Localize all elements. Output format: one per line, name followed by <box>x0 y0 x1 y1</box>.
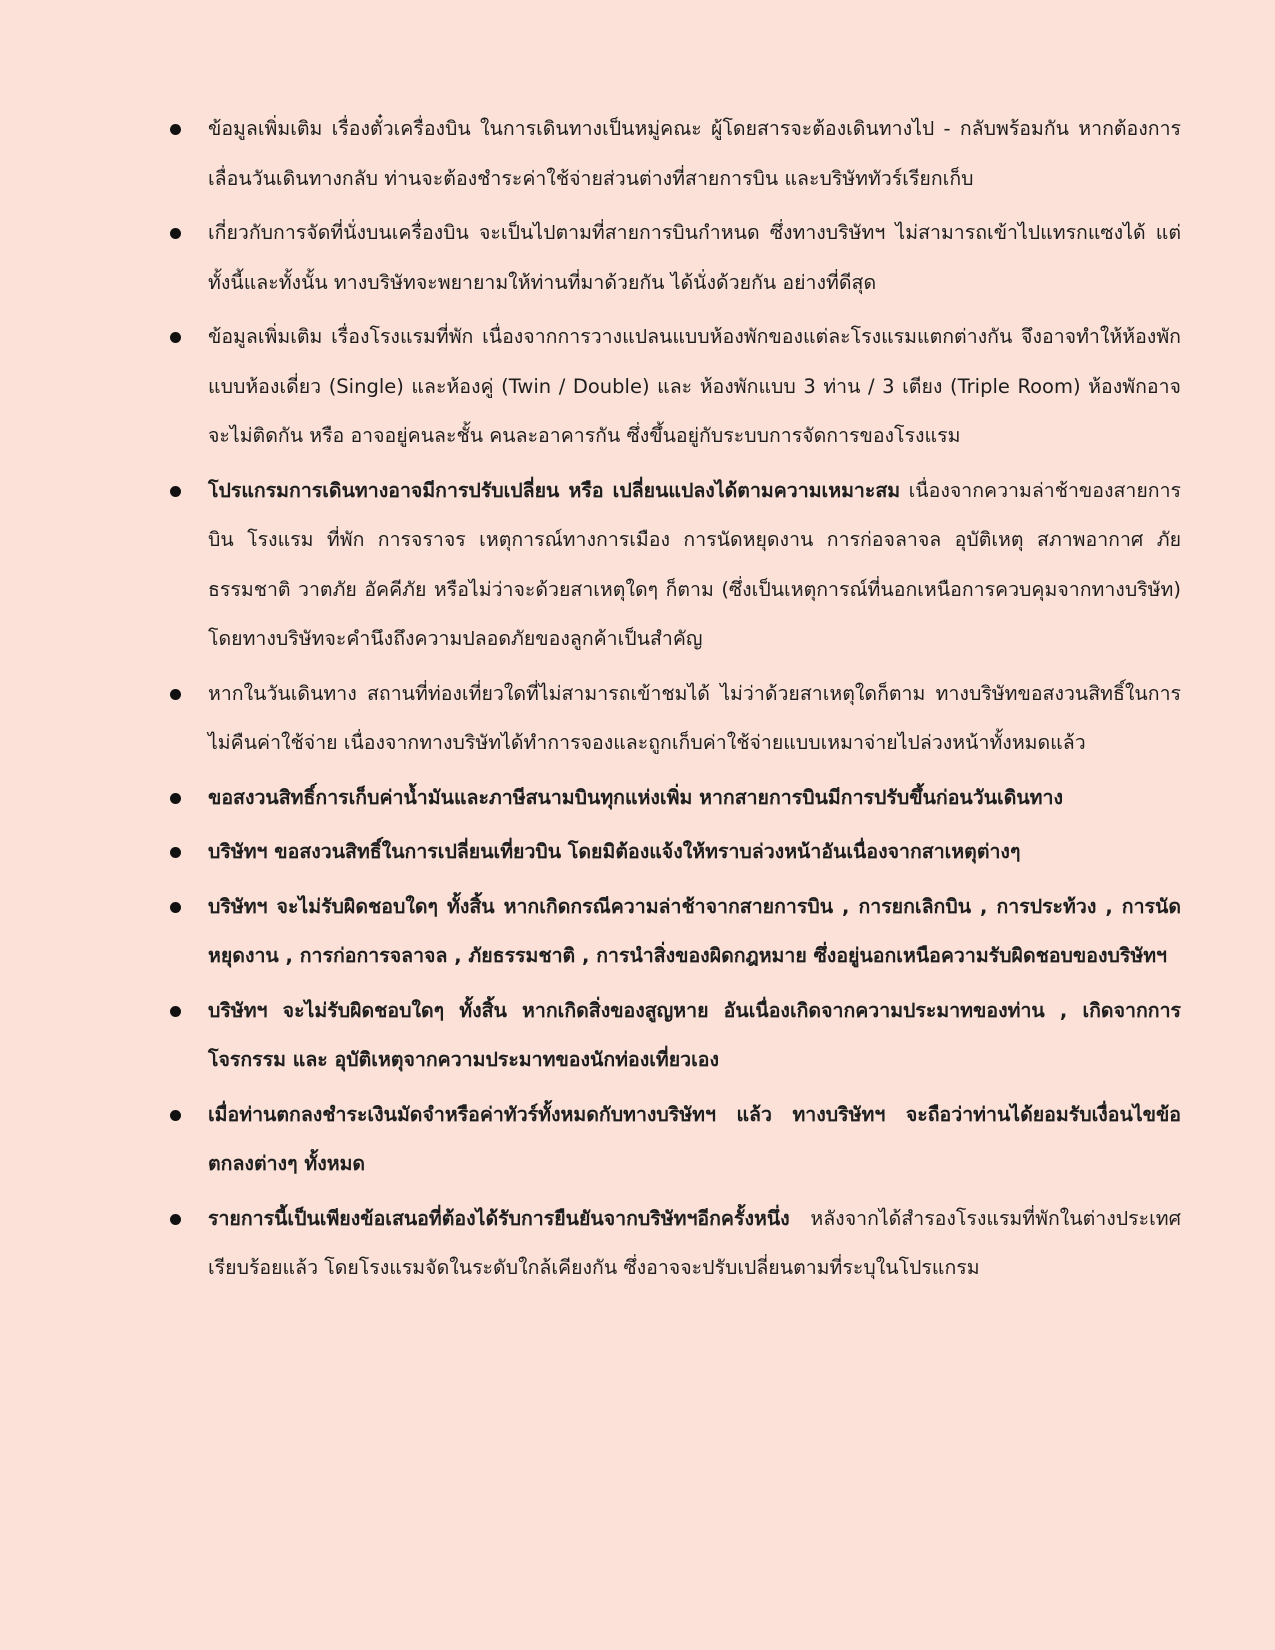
bullet-icon <box>170 1214 181 1225</box>
list-item <box>168 104 1181 203</box>
bullet-icon <box>170 124 181 135</box>
list-item <box>168 986 1181 1085</box>
list-item <box>168 1090 1181 1189</box>
item-text: หากในวันเดินทาง สถานที่ท่องเที่ยวใดที่ไม่สามารถเข้าชมได้ ไม่ว่าด้วยสาเหตุใดก็ตาม ทางบริษัทขอสงวนสิทธิ์ในการไม่คืนค่าใช้จ่าย เนื่องจากทางบริษัทได้ทำการจองและถูกเก็บค่าใช้จ่ายแบบเหมาจ่ายไปล่วงหน้าทั้งหมดแล้ว <box>208 681 1181 754</box>
list-item <box>168 827 1181 877</box>
item-bold-text: โปรแกรมการเดินทางอาจมีการปรับเปลี่ยน หรือ เปลี่ยนแปลงได้ตามความเหมาะสม <box>208 478 901 502</box>
item-text: เกี่ยวกับการจัดที่นั่งบนเครื่องบิน จะเป็นไปตามที่สายการบินกำหนด ซึ่งทางบริษัทฯ ไม่สามารถเข้าไปแทรกแซงได้ แต่ทั้งนี้และทั้งนั้น ทางบริษัทจะพยายามให้ท่านที่มาด้วยกัน ได้นั่งด้วยกัน อย่างที่ดีสุด <box>208 221 1181 294</box>
item-bold-text: เมื่อท่านตกลงชำระเงินมัดจำหรือค่าทัวร์ทั้งหมดกับทางบริษัทฯ แล้ว ทางบริษัทฯ จะถือว่าท่านได้ยอมรับเงื่อนไขข้อตกลงต่างๆ ทั้งหมด <box>208 1102 1181 1175</box>
list-item <box>168 208 1181 307</box>
list-item <box>168 1194 1181 1293</box>
bullet-icon <box>170 847 181 858</box>
list-item <box>168 882 1181 981</box>
item-text: ข้อมูลเพิ่มเติม เรื่องตั๋วเครื่องบิน ในการเดินทางเป็นหมู่คณะ ผู้โดยสารจะต้องเดินทางไป - กลับพร้อมกัน หากต้องการเลื่อนวันเดินทางกลับ ท่านจะต้องชำระค่าใช้จ่ายส่วนต่างที่สายการบิน และบริษัททัวร์เรียกเก็บ <box>208 117 1181 190</box>
bullet-icon <box>170 1006 181 1017</box>
item-bold-text: รายการนี้เป็นเพียงข้อเสนอที่ต้องได้รับการยืนยันจากบริษัทฯอีกครั้งหนึ่ง <box>208 1206 790 1230</box>
bullet-icon <box>170 228 181 239</box>
item-bold-text: บริษัทฯ จะไม่รับผิดชอบใดๆ ทั้งสิ้น หากเกิดกรณีความล่าช้าจากสายการบิน , การยกเลิกบิน , การประท้วง , การนัดหยุดงาน , การก่อการจลาจล , ภัยธรรมชาติ , การนำสิ่งของผิดกฎหมาย ซึ่งอยู่นอกเหนือความรับผิดชอบของบริษัทฯ <box>208 894 1181 967</box>
list-item <box>168 466 1181 664</box>
item-bold-text: บริษัทฯ ขอสงวนสิทธิ์ในการเปลี่ยนเที่ยวบิน โดยมิต้องแจ้งให้ทราบล่วงหน้าอันเนื่องจากสาเหตุต่างๆ <box>208 840 1021 863</box>
item-bold-text: บริษัทฯ จะไม่รับผิดชอบใดๆ ทั้งสิ้น หากเกิดสิ่งของสูญหาย อันเนื่องเกิดจากความประมาทของท่าน , เกิดจากการโจรกรรม และ อุบัติเหตุจากความประมาทของนักท่องเที่ยวเอง <box>208 998 1181 1071</box>
list-item <box>168 669 1181 768</box>
item-text: เนื่องจากความล่าช้าของสายการบิน โรงแรม ที่พัก การจราจร เหตุการณ์ทางการเมือง การนัดหยุดงาน การก่อจลาจล อุบัติเหตุ สภาพอากาศ ภัยธรรมชาติ วาตภัย อัคคีภัย หรือไม่ว่าจะด้วยสาเหตุใดๆ ก็ตาม (ซึ่งเป็นเหตุการณ์ที่นอกเหนือการควบคุมจากทางบริษัท) โดยทางบริษัทจะคำนึงถึงความปลอดภัยของลูกค้าเป็นสำคัญ <box>208 478 1181 650</box>
bullet-icon <box>170 902 181 913</box>
item-bold-text: ขอสงวนสิทธิ์การเก็บค่าน้ำมันและภาษีสนามบินทุกแห่งเพิ่ม หากสายการบินมีการปรับขึ้นก่อนวันเดินทาง <box>208 785 1064 809</box>
terms-list <box>168 104 1181 1293</box>
item-text: หลังจากได้สำรองโรงแรมที่พักในต่างประเทศเรียบร้อยแล้ว โดยโรงแรมจัดในระดับใกล้เคียงกัน ซึ่งอาจจะปรับเปลี่ยนตามที่ระบุในโปรแกรม <box>208 1206 1181 1279</box>
list-item <box>168 773 1181 823</box>
list-item <box>168 312 1181 461</box>
bullet-icon <box>170 332 181 343</box>
item-text: ข้อมูลเพิ่มเติม เรื่องโรงแรมที่พัก เนื่องจากการวางแปลนแบบห้องพักของแต่ละโรงแรมแตกต่างกัน จึงอาจทำให้ห้องพักแบบห้องเดี่ยว (Single) และห้องคู่ (Twin / Double) และ ห้องพักแบบ 3 ท่าน / 3 เตียง (Triple Room) ห้องพักอาจจะไม่ติดกัน หรือ อาจอยู่คนละชั้น คนละอาคารกัน ซึ่งขึ้นอยู่กับระบบการจัดการของโรงแรม <box>208 325 1181 447</box>
bullet-icon <box>170 689 181 700</box>
bullet-icon <box>170 486 181 497</box>
bullet-icon <box>170 1110 181 1121</box>
bullet-icon <box>170 793 181 804</box>
